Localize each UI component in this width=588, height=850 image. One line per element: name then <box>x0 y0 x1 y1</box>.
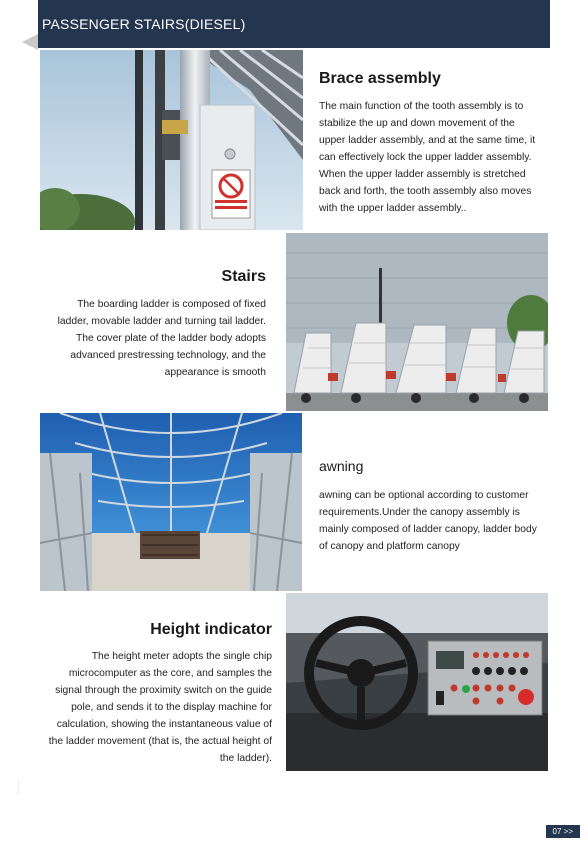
stairs-photo <box>286 233 548 411</box>
awning-photo <box>40 413 302 591</box>
brace-assembly-photo <box>40 50 303 230</box>
section-body-stairs: The boarding ladder is composed of fixed ladder, movable ladder and turning tail ladder. The cover plate of the ladder body adopts advanced prestressing technology, and the appearance is smooth <box>57 299 266 378</box>
height-indicator-photo <box>286 593 548 771</box>
section-title-awning: awning <box>319 458 364 474</box>
section-body-height-indicator: The height meter adopts the single chip microcomputer as the core, and samples the signal through the proximity switch on the guide pole, and sends it to the display machine for calculation, showing the instantaneous value of the ladder movement (that is, the actual height of the ladder). <box>48 651 272 764</box>
section-body-brace-assembly: The main function of the tooth assembly is to stabilize the up and down movement of the upper ladder assembly, and at the same time, it can effectively lock the upper ladder assembly. When the upper ladder assembly is stretched back and forth, the tooth assembly also moves with the upper ladder assembly.. <box>319 101 536 214</box>
section-title-brace-assembly: Brace assembly <box>319 70 441 87</box>
section-body-awning: awning can be optional according to customer requirements.Under the canopy assembly is mainly composed of ladder canopy, ladder body of canopy and platform canopy <box>319 490 537 552</box>
header-tab-decoration <box>22 34 38 50</box>
page-number-badge: 07 >> <box>546 825 580 838</box>
margin-mark <box>18 780 19 794</box>
page-header <box>38 0 550 48</box>
section-title-height-indicator: Height indicator <box>150 621 272 638</box>
section-title-stairs: Stairs <box>221 268 266 285</box>
header-title: PASSENGER STAIRS(DIESEL) <box>42 16 246 32</box>
